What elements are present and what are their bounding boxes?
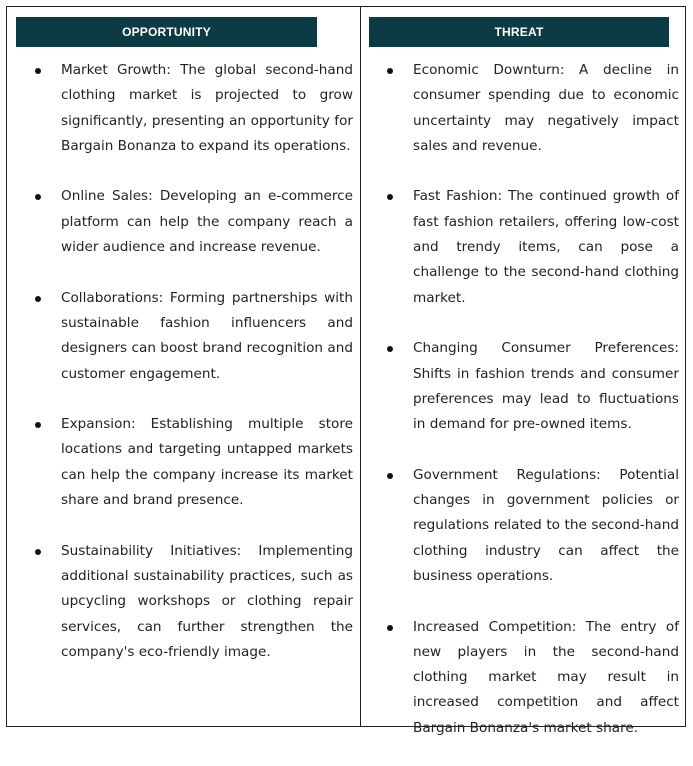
list-item (387, 184, 679, 310)
list-item (35, 184, 353, 260)
list-item (387, 615, 679, 741)
opportunity-list (35, 58, 353, 690)
list-item-text: Increased Competition: The entry of new players in the second-hand clothing market may result in increased competition and affect Bargain Bonanza's market share. (413, 618, 679, 736)
threat-column (361, 7, 685, 736)
list-item-text: Market Growth: The global second-hand clothing market is projected to grow significantly, presenting an opportunity for Bargain Bonanza to expand its operations. (61, 62, 353, 154)
list-item-text: Government Regulations: Potential changes in government policies or regulations related to the second-hand clothing industry can affect the business operations. (413, 466, 679, 584)
bullet-icon (387, 68, 393, 74)
list-item (387, 58, 679, 159)
list-item-text: Sustainability Initiatives: Implementing additional sustainability practices, such as upcycling workshops or clothing repair services, can further strengthen the company's eco-friendly image. (61, 542, 353, 660)
bullet-icon (35, 68, 41, 74)
opportunity-column (7, 7, 361, 726)
list-item (35, 539, 353, 665)
list-item (387, 463, 679, 589)
bullet-icon (387, 346, 393, 352)
list-item (35, 58, 353, 159)
list-item (35, 286, 353, 387)
threat-header: THREAT (369, 17, 669, 47)
bullet-icon (35, 194, 41, 200)
list-item-text: Changing Consumer Preferences: Shifts in fashion trends and consumer preferences may lead to fluctuations in demand for pre-owned items. (413, 340, 679, 433)
threat-list (387, 58, 679, 766)
bullet-icon (35, 549, 41, 555)
list-item-text: Collaborations: Forming partnerships with sustainable fashion influencers and designers can boost brand recognition and customer engagement. (61, 289, 353, 382)
list-item-text: Economic Downturn: A decline in consumer spending due to economic uncertainty may negatively impact sales and revenue. (413, 62, 679, 154)
opportunity-header: OPPORTUNITY (16, 17, 317, 47)
bullet-icon (387, 473, 393, 479)
bullet-icon (35, 422, 41, 428)
list-item-text: Online Sales: Developing an e-commerce platform can help the company reach a wider audience and increase revenue. (61, 188, 353, 256)
list-item (387, 336, 679, 437)
bullet-icon (35, 296, 41, 302)
list-item (35, 412, 353, 513)
swot-table (6, 6, 686, 736)
list-item-text: Fast Fashion: The continued growth of fast fashion retailers, offering low-cost and trendy items, can pose a challenge to the second-hand clothing market. (413, 188, 679, 306)
bullet-icon (387, 625, 393, 631)
bullet-icon (387, 194, 393, 200)
list-item-text: Expansion: Establishing multiple store locations and targeting untapped markets can help the company increase its market share and brand presence. (61, 416, 353, 509)
